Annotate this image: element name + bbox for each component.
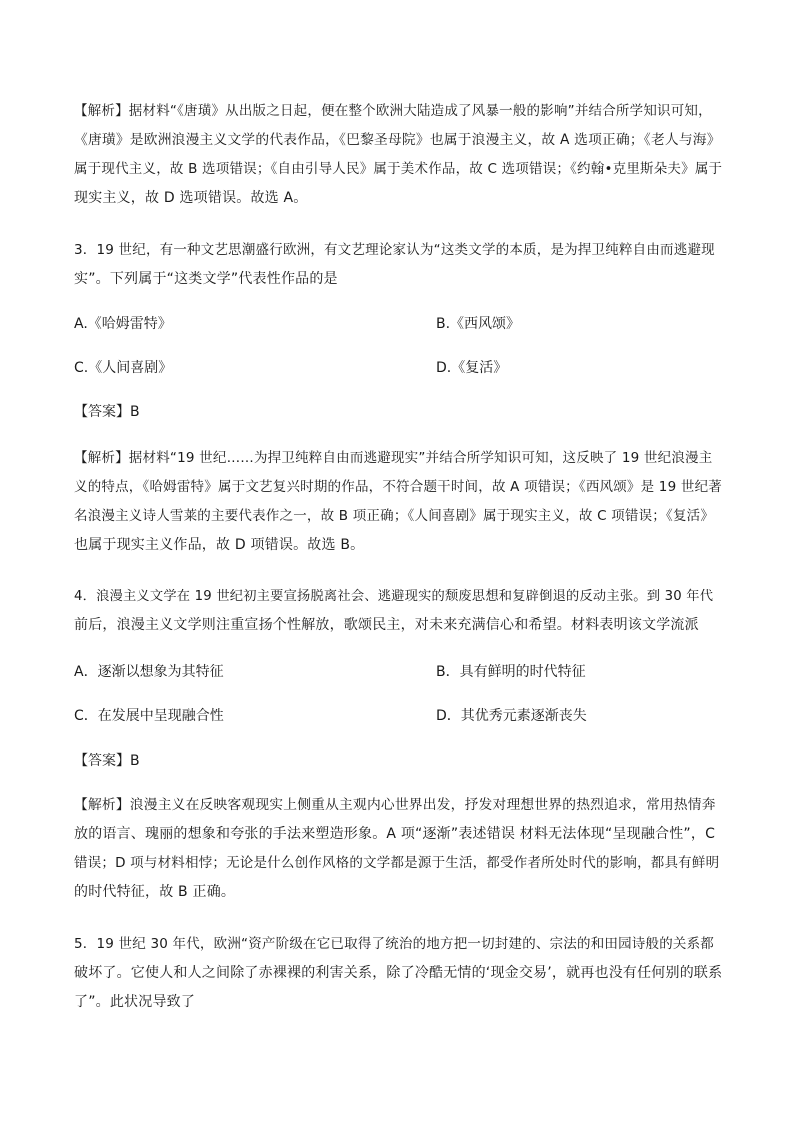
question-3-options-row-2 <box>74 358 722 378</box>
analysis-line: 现实主义，故 D 选项错误。故选 A。 <box>74 190 308 206</box>
analysis-paragraph <box>74 444 722 560</box>
question-4-options-row-1 <box>74 662 722 682</box>
option-a: A．逐渐以想象为其特征 <box>74 664 224 680</box>
previous-analysis <box>74 97 722 213</box>
analysis-line: 【解析】据材料“19 世纪……为捍卫纯粹自由而逃避现实”并结合所学知识可知，这反映了 19 世纪浪漫主 <box>74 450 713 466</box>
option-b: B.《西风颂》 <box>436 316 521 332</box>
question-text <box>74 236 722 294</box>
question-3-options-row-1 <box>74 314 722 334</box>
analysis-line: 也属于现实主义作品，故 D 项错误。故选 B。 <box>74 537 365 553</box>
question-4-stem <box>74 582 722 640</box>
question-4-answer <box>74 751 722 771</box>
question-3-answer <box>74 402 722 422</box>
question-text <box>74 582 722 640</box>
question-4-analysis <box>74 791 722 907</box>
question-line: 前后，浪漫主义文学则注重宣扬个性解放，歌颂民主，对未来充满信心和希望。材料表明该文学流派 <box>74 617 699 633</box>
option-c: C.《人间喜剧》 <box>74 360 173 376</box>
analysis-line: 【解析】据材料“《唐璜》从出版之日起，便在整个欧洲大陆造成了风暴一般的影响”并结合所学知识可知， <box>74 103 712 119</box>
analysis-line: 的时代特征，故 B 正确。 <box>74 884 236 900</box>
analysis-paragraph <box>74 97 722 213</box>
analysis-line: 错误；D 项与材料相悖；无论是什么创作风格的文学都是源于生活，都受作者所处时代的影响，都具有鲜明 <box>74 855 720 871</box>
analysis-line: 名浪漫主义诗人雪莱的主要代表作之一，故 B 项正确；《人间喜剧》属于现实主义，故 C 项错误；《复活》 <box>74 508 715 524</box>
question-text <box>74 930 722 1017</box>
question-line: 了”。此状况导致了 <box>74 994 196 1010</box>
option-d: D．其优秀元素逐渐丧失 <box>436 708 587 724</box>
analysis-line: 属于现代主义，故 B 选项错误；《自由引导人民》属于美术作品，故 C 选项错误；《约翰•克里斯朵夫》属于 <box>74 161 723 177</box>
analysis-paragraph <box>74 791 722 907</box>
question-line: 实”。下列属于“这类文学”代表性作品的是 <box>74 271 338 287</box>
option-a: A.《哈姆雷特》 <box>74 316 172 332</box>
option-c: C．在发展中呈现融合性 <box>74 708 224 724</box>
question-4-options-row-2 <box>74 706 722 726</box>
question-line: 5．19 世纪 30 年代，欧洲“资产阶级在它已取得了统治的地方把一切封建的、宗法的和田园诗般的关系都 <box>74 936 715 952</box>
option-b: B．具有鲜明的时代特征 <box>436 664 586 680</box>
analysis-line: 义的特点，《哈姆雷特》属于文艺复兴时期的作品，不符合题干时间，故 A 项错误；《西风颂》是 19 世纪著 <box>74 479 722 495</box>
analysis-line: 放的语言、瑰丽的想象和夸张的手法来塑造形象。A 项“逐渐”表述错误 材料无法体现“呈现融合性”，C <box>74 826 716 842</box>
question-3-stem <box>74 236 722 294</box>
question-3-analysis <box>74 444 722 560</box>
question-5-stem <box>74 930 722 1017</box>
analysis-line: 《唐璜》是欧洲浪漫主义文学的代表作品，《巴黎圣母院》也属于浪漫主义，故 A 选项正确；《老人与海》 <box>74 132 721 148</box>
answer-text: 【答案】B <box>74 404 140 420</box>
question-line: 破坏了。它使人和人之间除了赤裸裸的利害关系，除了冷酷无情的‘现金交易’，就再也没有任何别的联系 <box>74 965 723 981</box>
question-line: 3．19 世纪，有一种文艺思潮盛行欧洲，有文艺理论家认为“这类文学的本质，是为捍卫纯粹自由而逃避现 <box>74 242 715 258</box>
question-line: 4．浪漫主义文学在 19 世纪初主要宣扬脱离社会、逃避现实的颓废思想和复辟倒退的反动主张。到 30 年代 <box>74 589 714 604</box>
option-d: D.《复活》 <box>436 360 508 376</box>
answer-text: 【答案】B <box>74 753 140 769</box>
analysis-line: 【解析】浪漫主义在反映客观现实上侧重从主观内心世界出发，抒发对理想世界的热烈追求，常用热情奔 <box>74 797 716 813</box>
